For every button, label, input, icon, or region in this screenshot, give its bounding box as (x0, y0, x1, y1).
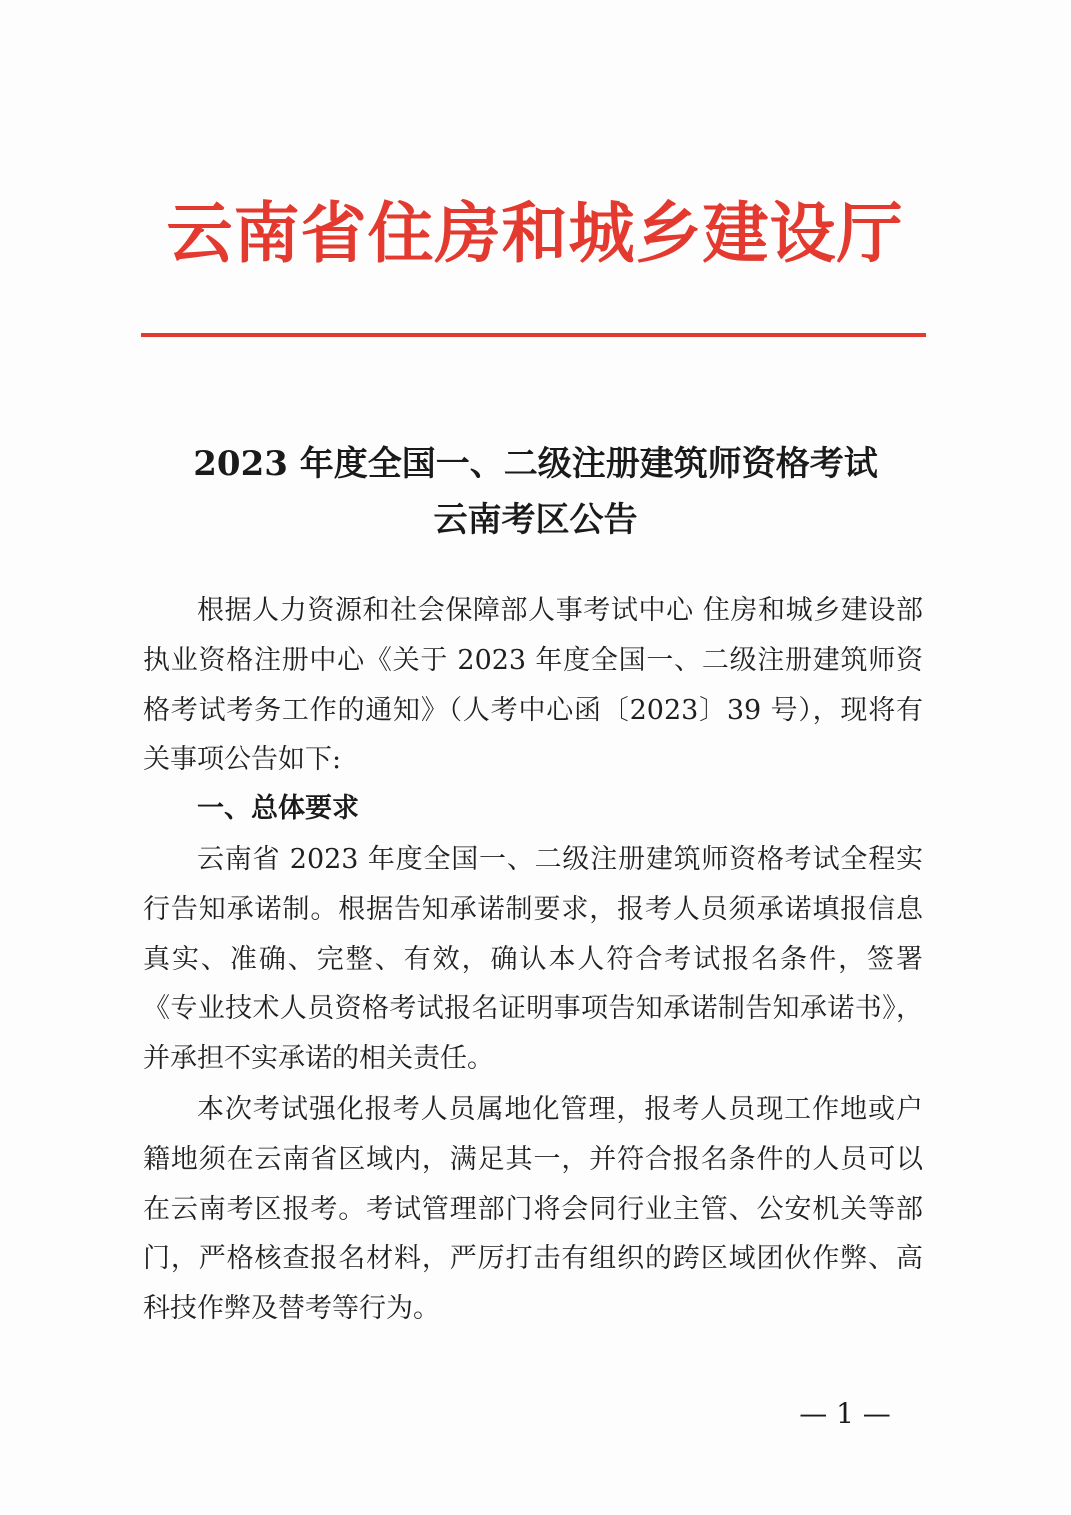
intro-paragraph: 根据人力资源和社会保障部人事考试中心 住房和城乡建设部执业资格注册中心《关于 2023 年度全国一、二级注册建筑师资格考试考务工作的通知》（人考中心函〔2023〕39 号），现将有关事项公告如下: (143, 595, 923, 776)
section-heading-general-requirements: 一、总体要求 (197, 793, 359, 824)
agency-letterhead: 云南省住房和城乡建设厅 (166, 195, 904, 272)
territorial-management-paragraph: 本次考试强化报考人员属地化管理，报考人员现工作地或户籍地须在云南省区域内，满足其一，并符合报名条件的人员可以在云南考区报考。考试管理部门将会同行业主管、公安机关等部门，严格核查报名材料，严厉打击有组织的跨区域团伙作弊、高科技作弊及替考等行为。 (143, 1094, 923, 1325)
document-title-line-1: 2023 年度全国一、二级注册建筑师资格考试 (193, 444, 878, 484)
letterhead-red-rule (141, 333, 926, 337)
document-title-line-2: 云南考区公告 (433, 500, 638, 540)
commitment-paragraph: 云南省 2023 年度全国一、二级注册建筑师资格考试全程实行告知承诺制。根据告知承诺制要求，报考人员须承诺填报信息真实、准确、完整、有效，确认本人符合考试报名条件，签署《专业技术人员资格考试报名证明事项告知承诺制告知承诺书》，并承担不实承诺的相关责任。 (143, 844, 923, 1075)
page-number: — 1 — (799, 1397, 891, 1430)
